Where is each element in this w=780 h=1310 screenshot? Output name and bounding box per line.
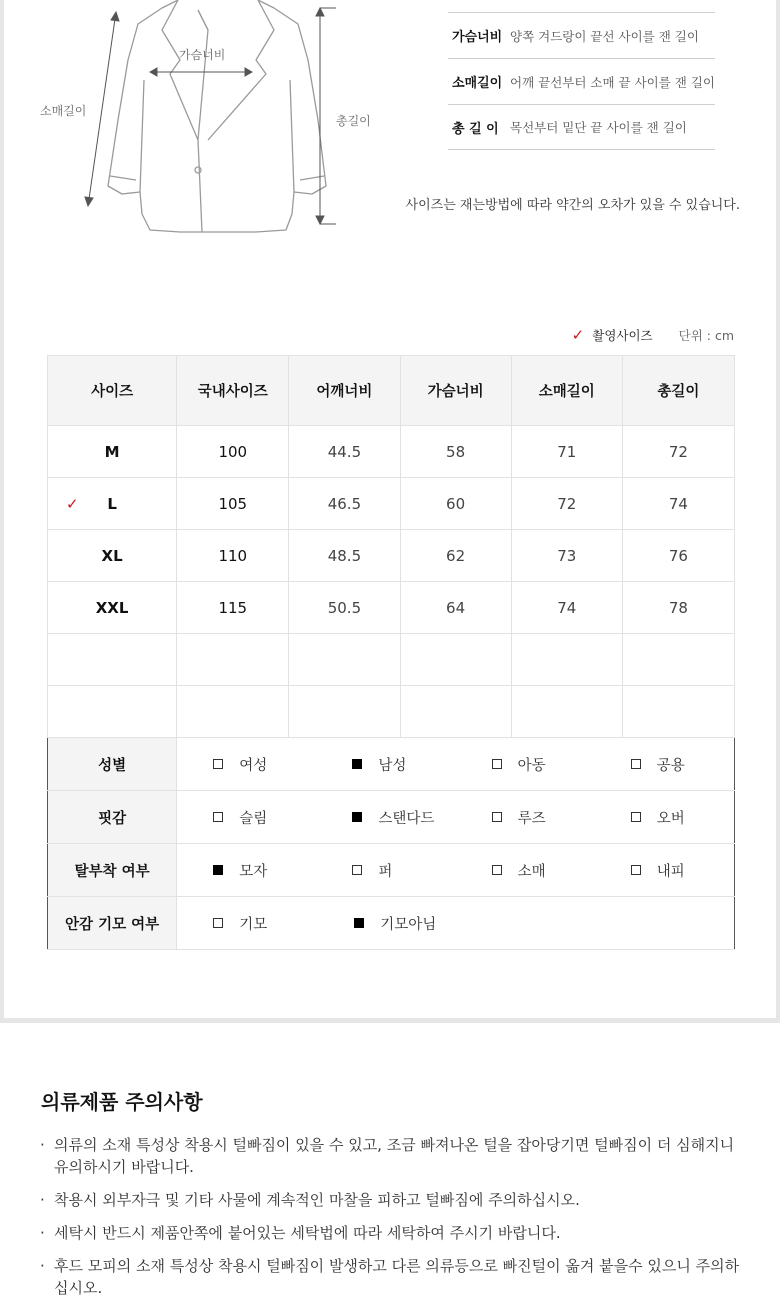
attribute-row-brushed-lining [48,897,735,950]
option-label: 퍼 [378,863,393,880]
attribute-row-detachable [48,844,735,897]
attribute-label: 안감 기모 여부 [48,897,177,950]
checkbox-icon [492,759,502,769]
list-item: · 세탁시 반드시 제품안쪽에 붙어있는 세탁법에 따라 세탁하여 주시기 바랍니다. [40,1222,740,1244]
guide-term: 가슴너비 [452,30,503,45]
table-legend [572,326,734,344]
total-cell: 76 [622,530,734,582]
checkbox-icon [631,865,641,875]
chest-cell: 58 [400,426,511,478]
empty-cell [511,686,622,738]
care-notes-list [40,1134,740,1310]
option-hood [177,860,316,881]
shoulder-cell: 46.5 [289,478,400,530]
total-cell: 74 [622,478,734,530]
shoot-size-check-icon: ✓ [66,494,79,513]
option-label: 루즈 [517,810,546,827]
attribute-label: 성별 [48,738,177,791]
list-item: · 착용시 외부자극 및 기타 사물에 계속적인 마찰을 피하고 털빠짐에 주의하십시오. [40,1189,740,1211]
checkbox-icon [213,918,223,928]
column-header: 총길이 [622,356,734,426]
checkbox-checked-icon [213,865,223,875]
checkbox-icon [492,812,502,822]
size-name: M [104,442,120,461]
option-label: 스탠다드 [378,810,435,827]
option-sleeve [456,860,595,881]
empty-cell [511,634,622,686]
attribute-options [177,738,735,791]
option-label: 모자 [239,863,268,880]
table-row [48,478,735,530]
checkbox-checked-icon [352,812,362,822]
measurement-disclaimer: 사이즈는 재는방법에 따라 약간의 오차가 있을 수 있습니다. [405,198,740,213]
guide-term: 소매길이 [452,76,503,91]
empty-row [48,686,735,738]
total-cell: 78 [622,582,734,634]
chest-cell: 62 [400,530,511,582]
column-header: 국내사이즈 [177,356,289,426]
chest-width-label: 가슴너비 [179,48,226,62]
page-gutter-right [776,0,780,1022]
option-loose [456,807,595,828]
option-male [316,754,455,775]
check-icon: ✓ [571,326,585,344]
table-row [48,582,735,634]
size-name-cell [48,478,177,530]
attribute-options [177,791,735,844]
size-name-cell [48,426,177,478]
guide-description: 어깨 끝선부터 소매 끝 사이를 잰 길이 [510,74,715,90]
guide-description: 목선부터 밑단 끝 사이를 잰 길이 [510,120,687,135]
empty-cell [48,686,177,738]
kr-size-cell: 100 [177,426,289,478]
empty-cell [622,634,734,686]
empty-cell [400,686,511,738]
option-liner [595,860,734,881]
shoulder-cell: 50.5 [289,582,400,634]
option-label: 내피 [656,863,685,880]
guide-row [448,58,715,104]
guide-term: 총 길 이 [452,121,499,137]
checkbox-icon [213,759,223,769]
chest-cell: 60 [400,478,511,530]
checkbox-icon [492,865,502,875]
option-label: 여성 [239,757,268,774]
size-name: L [107,494,117,513]
option-kids [456,754,595,775]
sleeve-cell: 73 [511,530,622,582]
attribute-options [177,844,735,897]
jacket-diagram [30,0,390,240]
attribute-row-gender [48,738,735,791]
column-header: 어깨너비 [289,356,400,426]
option-label: 슬림 [239,810,268,827]
column-header: 사이즈 [48,356,177,426]
checkbox-checked-icon [354,918,364,928]
option-fur [316,860,455,881]
table-row [48,426,735,478]
shoulder-cell: 44.5 [289,426,400,478]
size-name-cell [48,530,177,582]
table-row [48,530,735,582]
option-female [177,754,316,775]
empty-cell [177,634,289,686]
option-label: 오버 [656,810,685,827]
option-slim [177,807,316,828]
empty-cell [400,634,511,686]
option-label: 아동 [517,757,546,774]
kr-size-cell: 115 [177,582,289,634]
measurement-guide [448,12,715,150]
empty-cell [289,634,400,686]
total-length-label: 총길이 [336,114,371,128]
empty-cell [622,686,734,738]
option-not-brushed [318,913,459,934]
empty-row [48,634,735,686]
checkbox-icon [631,812,641,822]
empty-cell [48,634,177,686]
size-table [47,355,735,950]
attribute-row-fit [48,791,735,844]
option-over [595,807,734,828]
checkbox-icon [213,812,223,822]
option-label: 기모아님 [380,916,437,933]
guide-row [448,12,715,58]
size-name: XXL [95,598,129,617]
guide-description: 양쪽 겨드랑이 끝선 사이를 잰 길이 [510,28,699,44]
list-item: · 후드 모피의 소재 특성상 착용시 털빠짐이 발생하고 다른 의류등으로 빠진털이 옮겨 붙을수 있으니 주의하십시오. [40,1255,740,1299]
option-unisex [595,754,734,775]
total-cell: 72 [622,426,734,478]
sleeve-cell: 72 [511,478,622,530]
unit-label: 단위 : cm [678,328,734,343]
column-header: 소매길이 [511,356,622,426]
option-label: 남성 [378,757,407,774]
empty-cell [177,686,289,738]
size-name-cell [48,582,177,634]
attribute-label: 핏감 [48,791,177,844]
kr-size-cell: 110 [177,530,289,582]
option-label: 기모 [239,916,268,933]
size-name: XL [101,546,123,565]
list-item: · 의류의 소재 특성상 착용시 털빠짐이 있을 수 있고, 조금 빠져나온 털을 잡아당기면 털빠짐이 더 심해지니 유의하시기 바랍니다. [40,1134,740,1178]
column-header: 가슴너비 [400,356,511,426]
guide-row [448,104,715,150]
sleeve-length-label: 소매길이 [40,104,87,118]
care-notes-title: 의류제품 주의사항 [41,1090,203,1114]
option-label: 공용 [656,757,685,774]
checkbox-checked-icon [352,759,362,769]
sleeve-cell: 71 [511,426,622,478]
shoot-size-label: 촬영사이즈 [592,328,653,343]
attribute-label: 탈부착 여부 [48,844,177,897]
shoulder-cell: 48.5 [289,530,400,582]
option-label: 소매 [517,863,546,880]
option-standard [316,807,455,828]
table-header-row [48,356,735,426]
option-brushed [177,913,318,934]
checkbox-icon [352,865,362,875]
sleeve-cell: 74 [511,582,622,634]
chest-cell: 64 [400,582,511,634]
attribute-options [177,897,735,950]
section-divider [0,1018,780,1023]
checkbox-icon [631,759,641,769]
empty-cell [289,686,400,738]
kr-size-cell: 105 [177,478,289,530]
